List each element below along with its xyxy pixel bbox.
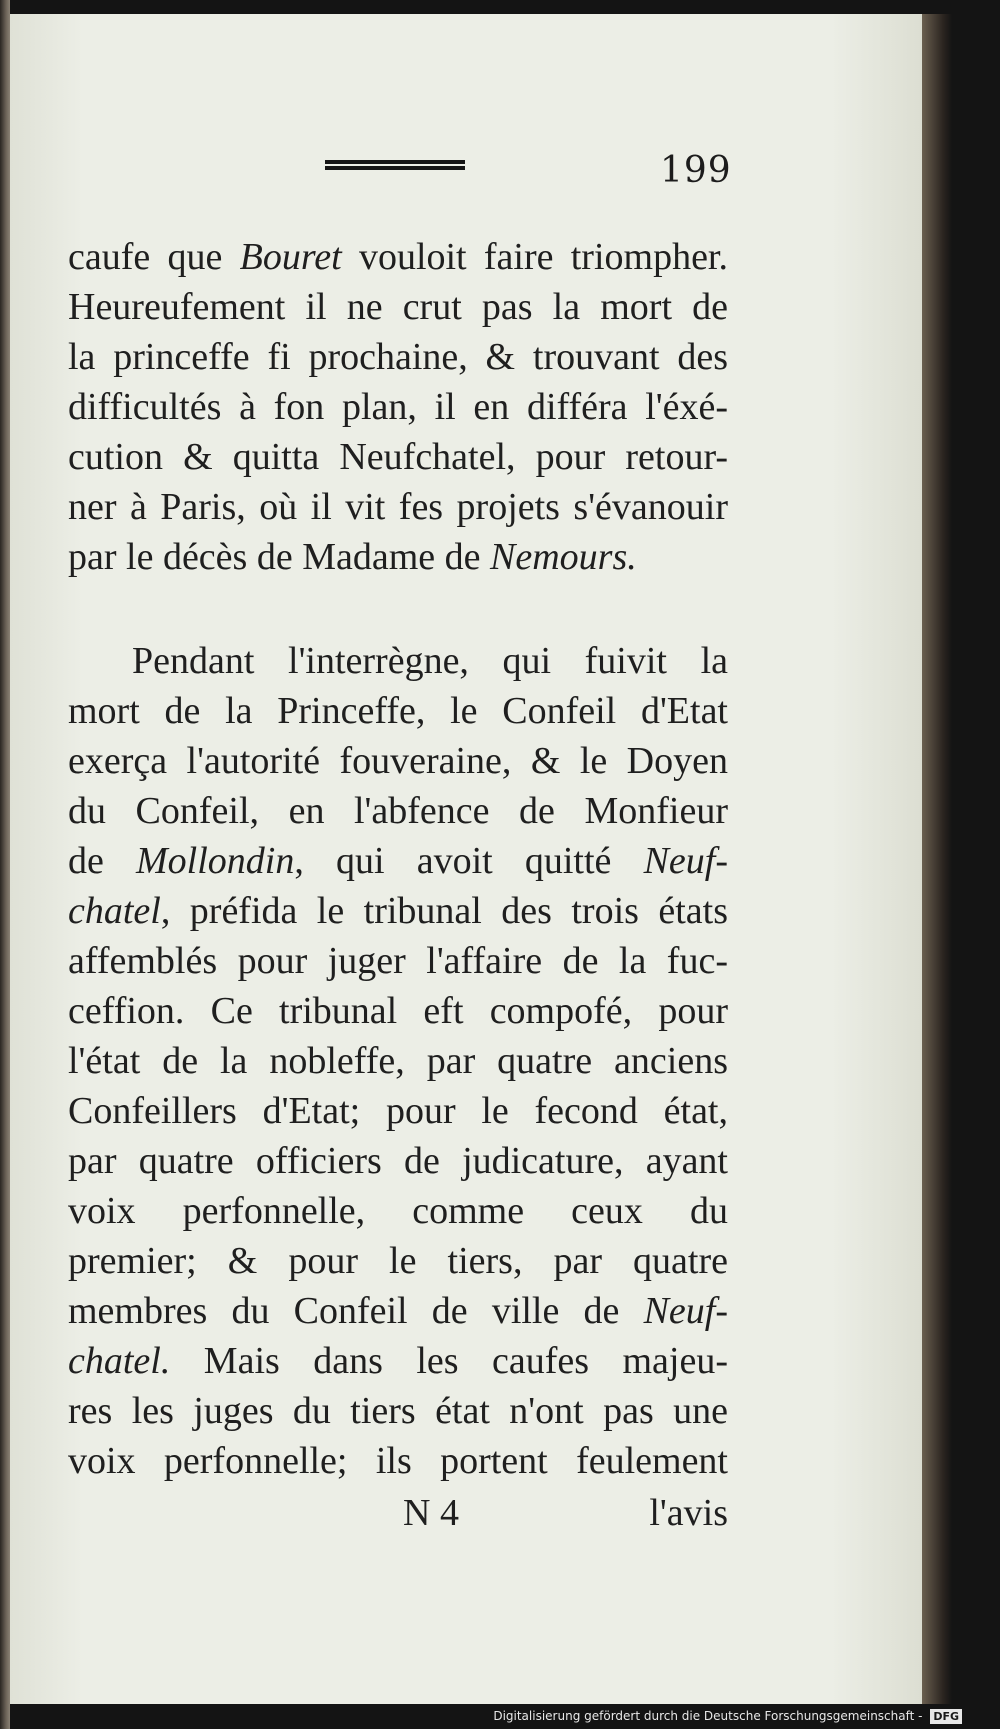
text-line	[68, 1236, 728, 1286]
paragraph-gap	[68, 582, 728, 636]
text-run: de	[68, 840, 137, 882]
text-run: , préfida le tribunal des trois états	[160, 890, 728, 932]
text-line	[68, 482, 728, 532]
text-run: difficultés à fon plan, il en différa l'éxé-	[68, 386, 728, 428]
text-line	[68, 1186, 728, 1236]
text-run: ceffion. Ce tribunal eft compofé, pour	[68, 990, 728, 1032]
text-run: mort de la Princeffe, le Confeil d'Etat	[68, 690, 728, 732]
text-line	[68, 986, 728, 1036]
text-run: affemblés pour juger l'affaire de la fuc-	[68, 940, 728, 982]
text-line	[68, 786, 728, 836]
text-run: cution & quitta Neufchatel, pour retour-	[68, 436, 728, 478]
digitization-credit	[493, 1704, 962, 1729]
text-line	[68, 232, 728, 282]
text-run: caufe que	[68, 236, 240, 278]
text-line	[68, 382, 728, 432]
italic-text: Nemours.	[490, 536, 637, 578]
text-run: membres du Confeil de ville de	[68, 1290, 644, 1332]
text-line	[68, 1386, 728, 1436]
page-edge-shadow	[922, 14, 952, 1704]
italic-text: Bouret	[239, 236, 342, 278]
text-line	[68, 636, 728, 686]
text-run: voix perfonnelle, comme ceux du	[68, 1190, 728, 1232]
italic-text: Neuf-	[643, 1290, 728, 1332]
italic-text: Mollondin	[136, 840, 295, 882]
text-run: , qui avoit quitté	[294, 840, 644, 882]
text-run: Mais dans les caufes majeu-	[170, 1340, 728, 1382]
paragraph	[68, 636, 728, 1486]
text-line	[68, 686, 728, 736]
text-line	[68, 836, 728, 886]
text-line	[68, 532, 728, 582]
text-run: Confeillers d'Etat; pour le fecond état,	[68, 1090, 728, 1132]
page-footer	[68, 1488, 728, 1538]
text-run: Pendant l'interrègne, qui fuivit la	[132, 640, 728, 682]
text-run: voix perfonnelle; ils portent feulement	[68, 1440, 728, 1482]
page-number: 199	[660, 150, 732, 191]
body-text	[68, 232, 728, 1486]
book-spine-edge	[0, 0, 10, 1729]
ornament-bar-bottom	[325, 166, 465, 170]
dfg-logo-icon: DFG	[930, 1709, 962, 1724]
text-run: l'état de la nobleffe, par quatre anciens	[68, 1040, 728, 1082]
text-run: la princeffe fi prochaine, & trouvant des	[68, 336, 728, 378]
text-run: premier; & pour le tiers, par quatre	[68, 1240, 728, 1282]
paragraph	[68, 232, 728, 582]
text-line	[68, 1436, 728, 1486]
text-line	[68, 1336, 728, 1386]
italic-text: chatel.	[68, 1340, 171, 1382]
text-line	[68, 936, 728, 986]
text-line	[68, 332, 728, 382]
ornament-bar-top	[325, 160, 465, 164]
text-run: du Confeil, en l'abfence de Monfieur	[68, 790, 728, 832]
text-line	[68, 1286, 728, 1336]
text-run: vouloit faire triompher.	[341, 236, 728, 278]
header-ornament-rule	[325, 160, 465, 173]
text-line	[68, 886, 728, 936]
text-line	[68, 1086, 728, 1136]
italic-text: chatel	[68, 890, 161, 932]
signature-mark: N 4	[403, 1492, 459, 1534]
italic-text: Neuf-	[643, 840, 728, 882]
text-run: ner à Paris, où il vit fes projets s'évanouir	[68, 486, 728, 528]
text-run: par quatre officiers de judicature, ayant	[68, 1140, 728, 1182]
text-run: Heureufement il ne crut pas la mort de	[68, 286, 728, 328]
text-line	[68, 282, 728, 332]
text-line	[68, 1036, 728, 1086]
text-run: par le décès de Madame de	[68, 536, 491, 578]
text-run: exerça l'autorité fouveraine, & le Doyen	[68, 740, 728, 782]
credit-text: Digitalisierung gefördert durch die Deutsche Forschungsgemeinschaft -	[493, 1709, 923, 1723]
text-line	[68, 736, 728, 786]
text-line	[68, 432, 728, 482]
text-run: res les juges du tiers état n'ont pas une	[68, 1390, 728, 1432]
text-line	[68, 1136, 728, 1186]
catchword: l'avis	[649, 1492, 728, 1534]
